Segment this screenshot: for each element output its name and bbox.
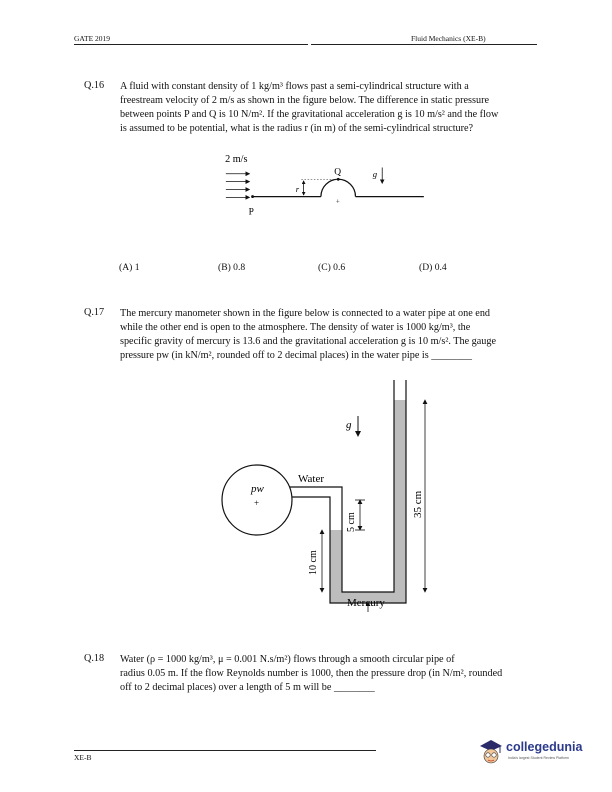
footer-paper-code: XE-B [74, 753, 92, 762]
point-q-marker [337, 178, 340, 181]
q16-option-b: (B) 0.8 [218, 262, 246, 273]
collegedunia-logo [478, 738, 598, 768]
q16-number: Q.16 [84, 80, 105, 91]
center-mark: + [335, 197, 340, 206]
q16-text [120, 80, 534, 136]
q16-velocity-label: 2 m/s [225, 154, 248, 165]
header-paper-title: Fluid Mechanics (XE-B) [411, 34, 486, 43]
radius-label: r [295, 183, 300, 194]
header-exam-title: GATE 2019 [74, 34, 111, 43]
q18-line: off to 2 decimal places) over a length of 5 m will be ________ [120, 682, 375, 693]
dim-10cm-label: 10 cm [308, 550, 319, 575]
semi-cylinder [321, 179, 356, 196]
header-rule-left [74, 44, 308, 45]
dim-5cm-label: 5 cm [346, 512, 357, 532]
logo-name: collegedunia [506, 740, 583, 754]
q17-line: pressure pw (in kN/m², rounded off to 2 decimal places) in the water pipe is ________ [120, 350, 472, 361]
q16-option-c: (C) 0.6 [318, 262, 346, 273]
gravity-label-q17: g [346, 419, 352, 431]
q16-line: is assumed to be potential, what is the radius r (in m) of the semi-cylindrical structure? [120, 123, 474, 134]
point-p-marker [251, 195, 254, 198]
water-label: Water [298, 473, 324, 485]
pipe-center-mark: + [254, 498, 260, 508]
logo-tagline: India's largest Student Review Platform [508, 756, 569, 760]
q18-text [120, 653, 534, 695]
q16-figure [0, 140, 612, 250]
dim-35cm-label: 35 cm [412, 490, 424, 518]
q16-option-d: (D) 0.4 [419, 262, 447, 273]
q17-line: while the other end is open to the atmosphere. The density of water is 1000 kg/m³, the [120, 322, 471, 333]
freestream-arrows [226, 174, 250, 198]
point-p-label: P [248, 207, 254, 218]
q17-line: The mercury manometer shown in the figure below is connected to a water pipe at one end [120, 308, 491, 319]
pw-label: pw [251, 483, 264, 495]
q16-line: freestream velocity of 2 m/s as shown in the figure below. The difference in static pressure [120, 95, 489, 106]
q18-line: Water (ρ = 1000 kg/m³, μ = 0.001 N.s/m²) flows through a smooth circular pipe of [120, 654, 455, 665]
q17-figure [0, 370, 612, 620]
q18-number: Q.18 [84, 653, 105, 664]
mascot-icon [478, 738, 504, 766]
mercury-label: Mercury [347, 597, 385, 609]
q17-text [120, 307, 534, 363]
q17-line: specific gravity of mercury is 13.6 and the gravitational acceleration g is 10 m/s². The gauge [120, 336, 497, 347]
footer-rule [74, 750, 376, 751]
q17-number: Q.17 [84, 307, 105, 318]
gravity-label: g [372, 168, 378, 179]
q16-line: A fluid with constant density of 1 kg/m³ flows past a semi-cylindrical structure with a [120, 81, 469, 92]
q16-line: between points P and Q is 10 N/m². If the gravitational acceleration g is 10 m/s² and the flow [120, 109, 499, 120]
point-q-label: Q [334, 167, 342, 178]
header-rule-right [311, 44, 537, 45]
q18-line: radius 0.05 m. If the flow Reynolds number is 1000, then the pressure drop (in N/m², rounded [120, 668, 503, 679]
q16-option-a: (A) 1 [119, 262, 140, 273]
